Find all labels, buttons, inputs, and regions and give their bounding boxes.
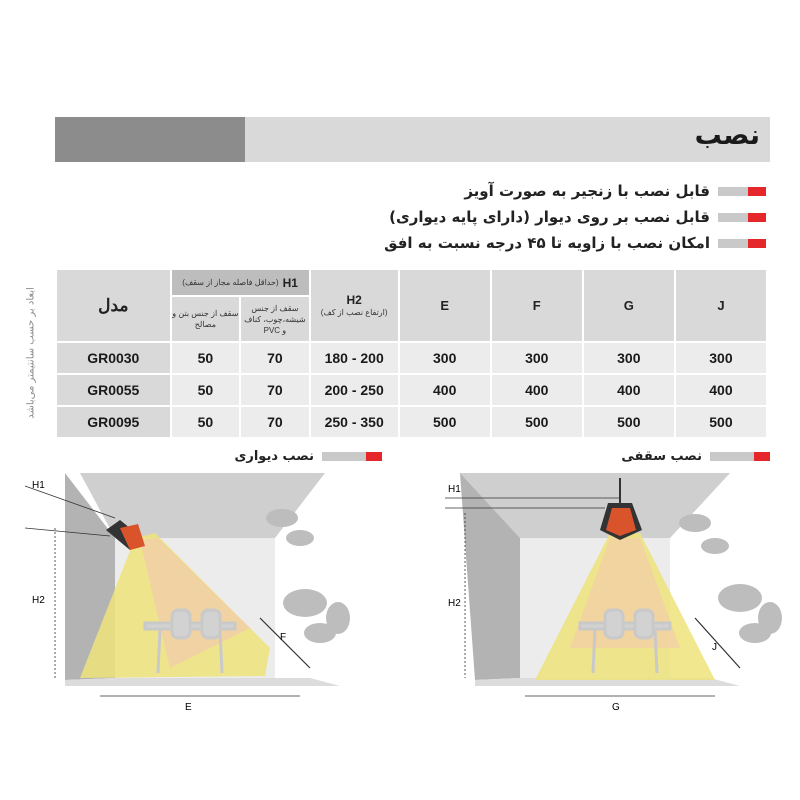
table-row	[57, 375, 766, 405]
f-cell: 300	[492, 343, 582, 373]
feature-item	[384, 231, 766, 255]
col-header-f: F	[492, 270, 582, 341]
h1-glass-cell: 70	[241, 343, 309, 373]
feature-item	[464, 179, 766, 203]
col-header-j: J	[676, 270, 766, 341]
bullet-marker-icon	[718, 213, 766, 222]
h1-concrete-cell: 50	[172, 343, 240, 373]
h1-glass-cell: 70	[241, 375, 309, 405]
col-header-h1	[172, 270, 309, 295]
table-row	[57, 343, 766, 373]
page-title: نصب	[694, 120, 760, 151]
j-dim-label: J	[712, 642, 717, 653]
model-cell: GR0095	[57, 407, 170, 437]
g-cell: 300	[584, 343, 674, 373]
h2-label: H2	[346, 293, 362, 307]
wall-install-diagram	[20, 468, 350, 718]
feature-text: امکان نصب با زاویه تا ۴۵ درجه نسبت به افق	[384, 234, 710, 252]
title-banner-dark	[55, 117, 245, 162]
h1-glass-cell: 70	[241, 407, 309, 437]
title-banner-light	[245, 117, 770, 162]
h2-dim-label: H2	[448, 598, 461, 609]
table-row	[57, 407, 766, 437]
h1-label: H1	[282, 275, 298, 290]
h1-dim-label: H1	[448, 484, 461, 495]
col-header-h1-concrete: سقف از جنس بتن و مصالح	[172, 297, 240, 341]
col-header-h1-glass: سقف از جنس شیشه،چوب، کناف و PVC	[241, 297, 309, 341]
model-cell: GR0030	[57, 343, 170, 373]
units-note	[18, 268, 44, 438]
h2-cell: 200 - 250	[311, 375, 398, 405]
f-dim-label: F	[280, 632, 287, 643]
g-cell: 500	[584, 407, 674, 437]
h1-note: (حداقل فاصله مجاز از سقف)	[182, 278, 279, 287]
j-cell: 300	[676, 343, 766, 373]
feature-text: قابل نصب با زنجیر به صورت آویز	[464, 182, 710, 200]
j-cell: 500	[676, 407, 766, 437]
h2-note: (ارتفاع نصب از کف)	[320, 308, 388, 317]
j-cell: 400	[676, 375, 766, 405]
bullet-marker-icon	[718, 239, 766, 248]
feature-text: قابل نصب بر روی دیوار (دارای پایه دیواری)	[389, 208, 710, 226]
e-cell: 400	[400, 375, 490, 405]
f-cell: 500	[492, 407, 582, 437]
model-cell: GR0055	[57, 375, 170, 405]
g-cell: 400	[584, 375, 674, 405]
col-header-model: مدل	[57, 270, 170, 341]
col-header-h2	[311, 270, 398, 341]
bullet-marker-icon	[718, 187, 766, 196]
e-cell: 500	[400, 407, 490, 437]
units-note-text: ابعاد بر حسب سانتیمتر می‌باشد	[25, 287, 37, 419]
floor	[65, 678, 340, 686]
h2-cell: 180 - 200	[311, 343, 398, 373]
spec-table	[55, 268, 768, 439]
wall-install-label-text: نصب دیواری	[234, 448, 314, 464]
col-header-e: E	[400, 270, 490, 341]
feature-item	[389, 205, 766, 229]
f-cell: 400	[492, 375, 582, 405]
h2-dim-label: H2	[32, 595, 45, 606]
h1-concrete-cell: 50	[172, 407, 240, 437]
bullet-marker-icon	[322, 452, 382, 461]
e-dim-label: E	[185, 702, 192, 713]
ceiling-install-label	[621, 446, 770, 466]
h1-dim-label: H1	[32, 480, 45, 491]
plant-icon	[679, 514, 782, 643]
wall-install-label	[234, 446, 382, 466]
h1-concrete-cell: 50	[172, 375, 240, 405]
g-dim-label: G	[612, 702, 620, 713]
e-cell: 300	[400, 343, 490, 373]
ceiling-install-label-text: نصب سقفی	[621, 448, 702, 464]
h2-cell: 250 - 350	[311, 407, 398, 437]
col-header-g: G	[584, 270, 674, 341]
bullet-marker-icon	[710, 452, 770, 461]
ceiling-install-diagram	[440, 468, 790, 718]
